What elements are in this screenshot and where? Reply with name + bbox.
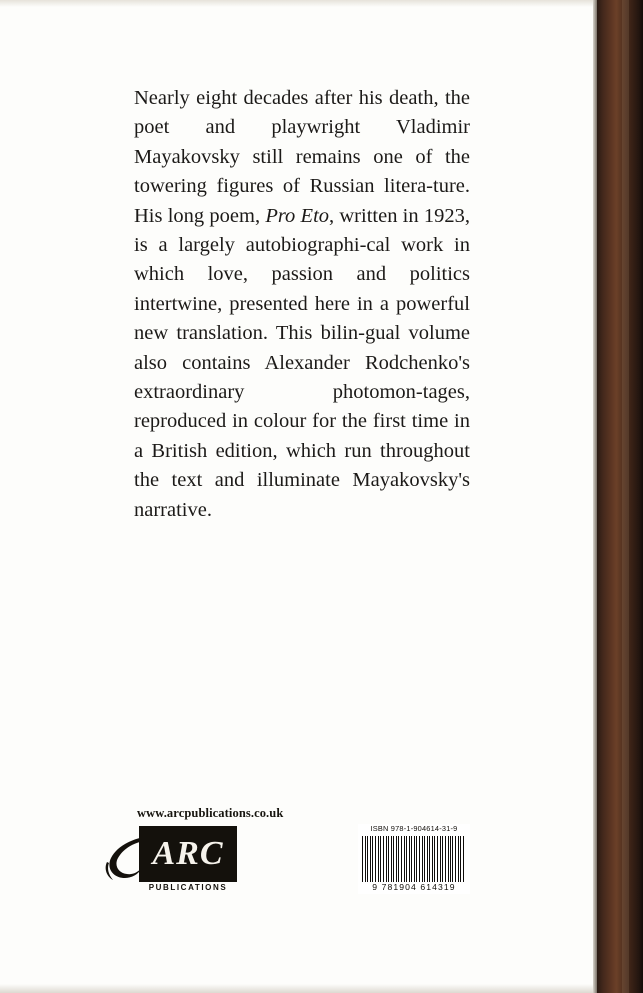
spine-highlight bbox=[622, 0, 629, 993]
arc-publications-logo bbox=[103, 826, 245, 892]
isbn-label: ISBN 978-1-904614-31-9 bbox=[370, 824, 458, 833]
barcode-bars bbox=[362, 836, 466, 882]
isbn-barcode bbox=[358, 824, 470, 894]
back-cover-blurb: Nearly eight decades after his death, the poet and playwright Vladimir Mayakovsky still remains one of the towering figures of Russian litera-ture. His long poem, Pro Eto, written in 1923, is a largely autobiographi-cal work in which love, passion and politics intertwine, presented here in a powerful new translation. This bilin-gual volume also contains Alexander Rodchenko's extraordinary photomon-tages, reproduced in colour for the first time in a British edition, which run throughout the text and illuminate Mayakovsky's narrative. bbox=[134, 87, 470, 521]
logo-wordmark: ARC bbox=[152, 835, 224, 872]
publisher-website-url: www.arcpublications.co.uk bbox=[137, 806, 284, 820]
page-top-edge bbox=[0, 0, 597, 7]
barcode-digits: 9 781904 614319 bbox=[372, 882, 456, 892]
page-bottom-edge bbox=[0, 984, 597, 993]
logo-caption: PUBLICATIONS bbox=[148, 883, 228, 892]
book-spine bbox=[597, 0, 643, 993]
